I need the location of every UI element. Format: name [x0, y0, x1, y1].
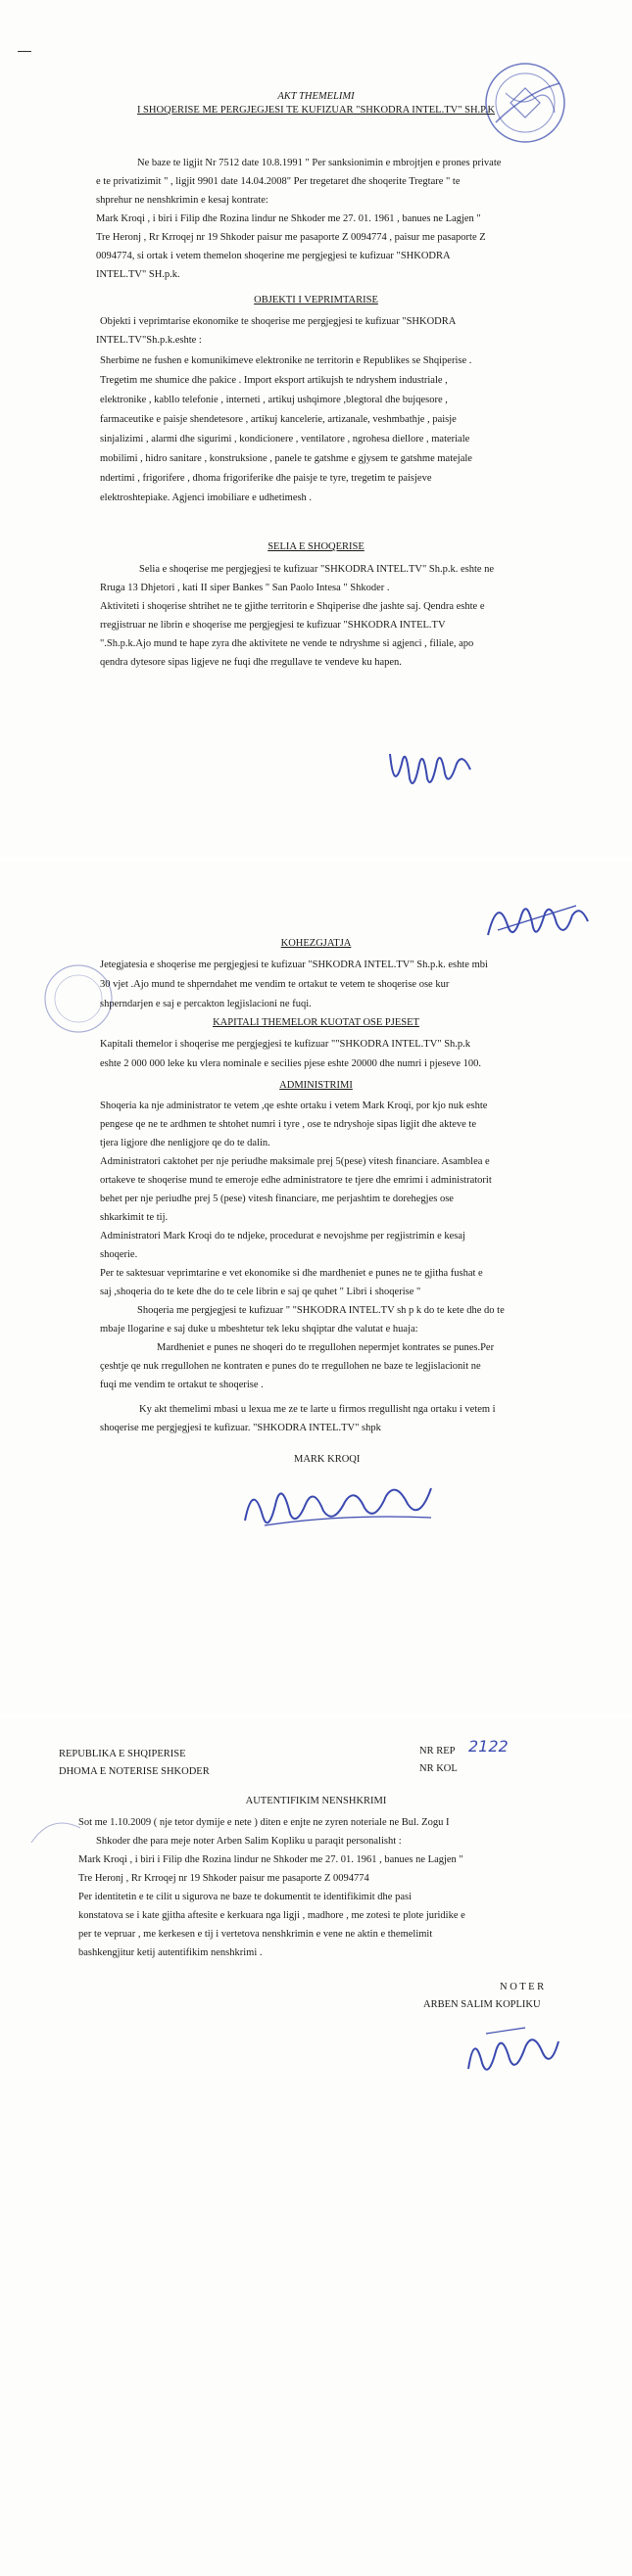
text-line: Shkoder dhe para meje noter Arben Salim Kopliku u paraqit personalisht :	[96, 1836, 402, 1847]
text-line: Sot me 1.10.2009 ( nje tetor dymije e nete ) diten e enjte ne zyren noteriale ne Bul. Zogu I	[78, 1817, 450, 1828]
text-line: Shoqeria ka nje administrator te vetem ,qe eshte ortaku i vetem Mark Kroqi, por kjo nuk eshte	[100, 1101, 488, 1111]
header-chamber: DHOMA E NOTERISE SHKODER	[59, 1766, 210, 1777]
text-line: shoqerie.	[100, 1249, 138, 1260]
text-line: shperndarjen e saj e percakton legjislacioni ne fuqi.	[100, 999, 312, 1009]
text-line: ndertimi , frigorifere , dhoma frigoriferike dhe paisje te tyre, tregetim te paisjeve	[100, 473, 432, 484]
text-line: qendra dytesore sipas ligjeve ne fuqi dhe rregullave te vendeve ku hapen.	[100, 657, 402, 668]
nr-kol-label: NR KOL	[419, 1763, 458, 1774]
document-page-3	[0, 1718, 632, 2576]
text-line: Rruga 13 Dhjetori , kati II siper Bankes " San Paolo Intesa " Shkoder .	[100, 583, 390, 593]
signatory-name: MARK KROQI	[294, 1454, 361, 1465]
header-republic: REPUBLIKA E SHQIPERISE	[59, 1749, 186, 1759]
nr-rep-value: 2122	[468, 1737, 509, 1756]
text-line: eshte 2 000 000 leke ku vlera nominale e secilies pjese eshte 20000 dhe numri i pjeseve 100.	[100, 1058, 481, 1069]
text-line: Kapitali themelor i shoqerise me pergjegjesi te kufizuar ""SHKODRA INTEL.TV" Sh.p.k	[100, 1039, 471, 1050]
text-line: e te privatizimit " , ligjit 9901 date 14.04.2008" Per tregetaret dhe shoqerite Tregtare " te	[96, 176, 461, 187]
document-page-1	[0, 0, 632, 857]
title-line-2: I SHOQERISE ME PERGJEGJESI TE KUFIZUAR "SHKODRA INTEL.TV" SH.P.K	[136, 105, 496, 116]
text-line: konstatova se i kate gjitha aftesite e kerkuara nga ligji , madhore , me zotesi te plote juridike e	[78, 1910, 465, 1921]
signature-page-1	[380, 734, 478, 803]
document-page-2	[0, 862, 632, 1713]
text-line: Mark Kroqi , i biri i Filip dhe Rozina lindur ne Shkoder me 27. 01. 1961 , banues ne Lagjen "	[96, 213, 481, 224]
text-line: tjera ligjore dhe nenligjore qe do te dalin.	[100, 1138, 270, 1148]
text-line: per te vepruar , me kerkesen e tij i vertetova nenshkrimin e vene ne aktin e themelimit	[78, 1929, 433, 1940]
text-line: 0094774, si ortak i vetem themelon shoqerine me pergjegjesi te kufizuar "SHKODRA	[96, 251, 451, 261]
text-line: farmaceutike e paisje shendetesore , artikuj kancelerie, artizanale, veshmbathje , paisje	[100, 414, 457, 425]
heading-kapitali: KAPITALI THEMELOR KUOTAT OSE PJESET	[213, 1017, 419, 1028]
text-line: mbaje llogarine e saj duke u mbeshtetur tek leku shqiptar dhe valutat e huaja:	[100, 1324, 418, 1335]
noter-label: N O T E R	[500, 1982, 545, 1992]
title-line-1: AKT THEMELIMI	[277, 91, 355, 102]
text-line: Objekti i veprimtarise ekonomike te shoqerise me pergjegjesi te kufizuar "SHKODRA	[100, 316, 457, 327]
text-line: elektronike , kabllo telefonie , interneti , artikuj ushqimore ,blegtoral dhe bujqesore ,	[100, 395, 448, 405]
text-line: behet per nje periudhe prej 5 (pese) vitesh financiare, me perjashtim te dorehegjes ose	[100, 1194, 454, 1204]
heading-administrimi: ADMINISTRIMI	[279, 1080, 353, 1091]
text-line: Mardheniet e punes ne shoqeri do te rregullohen nepermjet kontrates se punes.Per	[157, 1342, 495, 1353]
signature-mark-kroqi	[235, 1467, 451, 1545]
nr-rep-label: NR REP	[419, 1746, 456, 1756]
text-line: shoqerise me pergjegjesi te kufizuar. "SHKODRA INTEL.TV" shpk	[100, 1423, 381, 1433]
heading-selia: SELIA E SHOQERISE	[267, 541, 365, 552]
text-line: fuqi me vendim te ortakut te shoqerise .	[100, 1380, 264, 1390]
text-line: Sherbime ne fushen e komunikimeve elektronike ne territorin e Republikes se Shqiperise .	[100, 355, 472, 366]
heading-objekti: OBJEKTI I VEPRIMTARISE	[254, 295, 378, 305]
text-line: Aktiviteti i shoqerise shtrihet ne te gjithe territorin e Shqiperise dhe jashte saj. Qendra eshte e	[100, 601, 485, 612]
text-line: ortakeve te shoqerise mund te emeroje edhe administratore te tjere dhe emrimi i administratorit	[100, 1175, 492, 1186]
text-line: Per te saktesuar veprimtarine e vet ekonomike si dhe mardheniet e punes ne te gjitha fushat e	[100, 1268, 483, 1279]
text-line: pengese qe ne te ardhmen te shtohet numri i tyre , ose te ndryshoje sipas ligjit dhe aktevе te	[100, 1119, 477, 1130]
text-line: Administratori Mark Kroqi do te ndjeke, procedurat e nevojshme per regjistrimin e kesaj	[100, 1231, 465, 1241]
text-line: Mark Kroqi , i biri i Filip dhe Rozina lindur ne Shkoder me 27. 01. 1961 , banues ne Lagjen "	[78, 1854, 463, 1865]
text-line: INTEL.TV" SH.p.k.	[96, 269, 180, 280]
auth-title: AUTENTIFIKIM NENSHKRIMI	[245, 1796, 387, 1806]
text-line: rregjistruar ne librin e shoqerise me pergjegjesi te kufizuar "SHKODRA INTEL.TV	[100, 620, 446, 631]
text-line: bashkengjitur ketij autentifikim nenshkrimi .	[78, 1947, 263, 1958]
text-line: mobilimi , hidro sanitare , konstruksione , panele te gatshme e gjysem te gatshme matejale	[100, 453, 472, 464]
text-line: Shoqeria me pergjegjesi te kufizuar " "SHKODRA INTEL.TV sh p k do te kete dhe do te	[137, 1305, 505, 1316]
text-line: sinjalizimi , alarmi dhe sigurimi , kondicionere , ventilatore , ngrohesa diellore , materiale	[100, 434, 470, 445]
heading-kohezgjatja: KOHEZGJATJA	[280, 938, 352, 949]
text-line: Administratori caktohet per nje periudhe maksimale prej 5(pese) vitesh financiare. Asamblea e	[100, 1156, 490, 1167]
text-line: çeshtje qe nuk rregullohen ne kontraten e punes do te rregullohen ne baze te legjislacionit ne	[100, 1361, 481, 1372]
page-mark	[18, 51, 31, 52]
text-line: Selia e shoqerise me pergjegjesi te kufizuar "SHKODRA INTEL.TV" Sh.p.k. eshte ne	[139, 564, 495, 575]
text-line: shprehur ne nenshkrimin e kesaj kontrate:	[96, 195, 268, 206]
text-line: saj ,shoqeria do te kete dhe do te cele librin e saj qe quhet " Libri i shoqerise "	[100, 1287, 421, 1297]
text-line: shkarkimit te tij.	[100, 1212, 169, 1223]
text-line: Per identitetin e te cilit u sigurova ne baze te dokumentit te identifikimit dhe pasi	[78, 1892, 412, 1902]
text-line: Ne baze te ligjit Nr 7512 date 10.8.1991 " Per sanksionimin e mbrojtjen e prones private	[137, 158, 502, 168]
text-line: Jetegjatesia e shoqerise me pergjegjesi te kufizuar "SHKODRA INTEL.TV" Sh.p.k. eshte mbi	[100, 960, 488, 970]
text-line: ".Sh.p.k.Ajo mund te hape zyra dhe aktivitete ne vende te ndryshme si agjenci , filiale, apo	[100, 638, 474, 649]
text-line: Tre Heronj , Rr Krroqej nr 19 Shkoder paisur me pasaporte Z 0094774 , paisur me pasaporte Z	[96, 232, 486, 243]
text-line: INTEL.TV"Sh.p.k.eshte :	[96, 335, 202, 346]
text-line: 30 vjet .Ajo mund te shperndahet me vendim te ortakut te vetem te shoqerise ose kur	[100, 979, 450, 990]
notary-signature	[457, 2012, 564, 2090]
text-line: Tregetim me shumice dhe pakice . Import eksport artikujsh te ndryshem industriale ,	[100, 375, 448, 386]
text-line: Tre Heronj , Rr Krroqej nr 19 Shkoder paisur me pasaporte Z 0094774	[78, 1873, 369, 1884]
noter-name: ARBEN SALIM KOPLIKU	[423, 1999, 541, 2010]
text-line: Ky akt themelimi mbasi u lexua me ze te larte u firmos rregullisht nga ortaku i vetem i	[139, 1404, 496, 1415]
text-line: elektroshtepiake. Agjenci imobiliare e udhetimesh .	[100, 492, 313, 503]
